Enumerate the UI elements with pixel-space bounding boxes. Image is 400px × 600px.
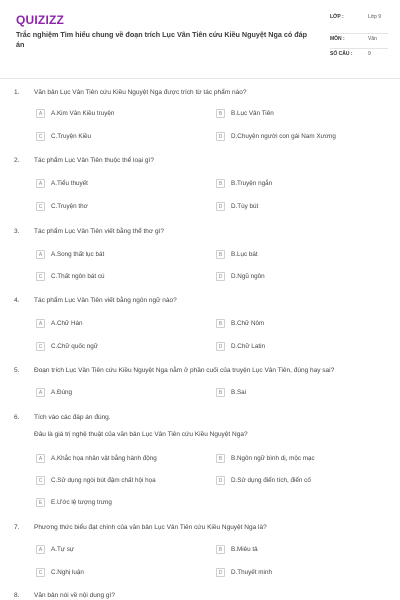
question-number: 6. xyxy=(14,414,20,421)
question-text: Tích vào các đáp án đúng. xyxy=(34,414,111,421)
option-text: D.Chữ Latin xyxy=(231,343,265,350)
quiz-meta xyxy=(330,12,388,64)
option-a[interactable] xyxy=(36,109,114,118)
meta-grade xyxy=(330,12,388,34)
question-number: 2. xyxy=(14,157,20,164)
option-text: B.Sai xyxy=(231,389,247,396)
option-e[interactable] xyxy=(36,498,112,507)
question-text: Văn bản nói về nội dung gì? xyxy=(34,592,115,599)
option-letter-box: C xyxy=(36,568,45,577)
option-letter-box: C xyxy=(36,132,45,141)
question-text: Phương thức biểu đạt chính của văn bản Lục Vân Tiên cứu Kiều Nguyệt Nga là? xyxy=(34,524,267,531)
option-letter-box: A xyxy=(36,250,45,259)
option-text: C.Truyện Kiều xyxy=(51,133,92,140)
option-text: D.Tùy bút xyxy=(231,203,259,210)
question-number: 7. xyxy=(14,524,20,531)
option-letter-box: B xyxy=(216,388,225,397)
option-letter-box: D xyxy=(216,132,225,141)
question-text: Đoạn trích Lục Vân Tiên cứu Kiều Nguyệt Nga nằm ở phần cuối của truyện Lục Vân Tiên, đúng hay sai? xyxy=(34,367,335,374)
option-c[interactable] xyxy=(36,272,105,281)
option-text: D.Ngũ ngôn xyxy=(231,273,265,280)
option-c[interactable] xyxy=(36,202,88,211)
header-divider xyxy=(0,78,400,79)
meta-grade-label: LỚP : xyxy=(330,14,344,20)
option-d[interactable] xyxy=(216,132,336,141)
option-text: C.Truyện thơ xyxy=(51,203,88,210)
option-letter-box: A xyxy=(36,319,45,328)
option-c[interactable] xyxy=(36,476,156,485)
question-text: Tác phẩm Lục Vân Tiên viết bằng thể thơ gì? xyxy=(34,228,165,235)
meta-subject xyxy=(330,34,388,49)
option-text: A.Khắc họa nhân vật bằng hành động xyxy=(51,455,157,462)
meta-count-label: SỐ CÂU : xyxy=(330,51,353,57)
option-letter-box: C xyxy=(36,272,45,281)
option-text: A.Tự sự xyxy=(51,546,75,553)
option-text: D.Chuyện người con gái Nam Xương xyxy=(231,133,336,140)
option-text: A.Kim Vân Kiều truyện xyxy=(51,110,115,117)
quizizz-logo: QUIZIZZ xyxy=(16,13,65,27)
page-title: Trắc nghiệm Tìm hiểu chung về đoạn trích Lục Vân Tiên cứu Kiều Nguyệt Nga có đáp án xyxy=(16,30,308,49)
meta-count-value: 9 xyxy=(368,51,371,57)
meta-subject-value: Văn xyxy=(368,36,377,42)
question-text: Văn bản Lục Vân Tiên cứu Kiều Nguyệt Nga được trích từ tác phẩm nào? xyxy=(34,89,247,96)
option-letter-box: B xyxy=(216,454,225,463)
option-letter-box: D xyxy=(216,476,225,485)
question-subtext: Đâu là giá trị nghệ thuật của văn bản Lục Vân Tiên cứu Kiều Nguyệt Nga? xyxy=(34,431,248,438)
option-text: E.Ước lệ tượng trưng xyxy=(51,499,112,506)
option-a[interactable] xyxy=(36,545,74,554)
option-d[interactable] xyxy=(216,568,272,577)
question-number: 1. xyxy=(14,89,20,96)
option-text: D.Sử dụng điển tích, điển cố xyxy=(231,477,311,484)
option-d[interactable] xyxy=(216,272,265,281)
option-d[interactable] xyxy=(216,202,258,211)
option-text: C.Chữ quốc ngữ xyxy=(51,343,98,350)
option-text: D.Thuyết minh xyxy=(231,569,272,576)
option-letter-box: C xyxy=(36,342,45,351)
option-letter-box: B xyxy=(216,319,225,328)
option-b[interactable] xyxy=(216,545,258,554)
meta-grade-value: Lớp 9 xyxy=(368,14,382,20)
option-text: B.Ngôn ngữ bình dị, mộc mạc xyxy=(231,455,315,462)
option-letter-box: B xyxy=(216,179,225,188)
option-b[interactable] xyxy=(216,179,272,188)
option-d[interactable] xyxy=(216,476,311,485)
option-letter-box: D xyxy=(216,342,225,351)
meta-count xyxy=(330,49,388,64)
option-text: B.Miêu tả xyxy=(231,546,258,553)
option-c[interactable] xyxy=(36,342,98,351)
option-letter-box: D xyxy=(216,272,225,281)
question-number: 5. xyxy=(14,367,20,374)
option-b[interactable] xyxy=(216,250,258,259)
option-letter-box: A xyxy=(36,454,45,463)
option-b[interactable] xyxy=(216,109,274,118)
option-a[interactable] xyxy=(36,388,72,397)
option-a[interactable] xyxy=(36,250,104,259)
question-text: Tác phẩm Lục Vân Tiên viết bằng ngôn ngữ nào? xyxy=(34,297,177,304)
option-text: C.Nghị luận xyxy=(51,569,84,576)
option-letter-box: D xyxy=(216,202,225,211)
option-letter-box: B xyxy=(216,250,225,259)
option-text: A.Đúng xyxy=(51,389,73,396)
option-letter-box: B xyxy=(216,545,225,554)
option-letter-box: D xyxy=(216,568,225,577)
option-a[interactable] xyxy=(36,179,88,188)
option-letter-box: E xyxy=(36,498,45,507)
question-number: 3. xyxy=(14,228,20,235)
option-text: C.Thất ngôn bát cú xyxy=(51,273,105,280)
option-text: B.Chữ Nôm xyxy=(231,320,265,327)
option-letter-box: A xyxy=(36,388,45,397)
option-letter-box: A xyxy=(36,545,45,554)
option-c[interactable] xyxy=(36,132,91,141)
question-number: 8. xyxy=(14,592,20,599)
option-text: A.Tiểu thuyết xyxy=(51,180,88,187)
meta-subject-label: MÔN : xyxy=(330,36,345,42)
question-number: 4. xyxy=(14,297,20,304)
option-text: A.Chữ Hán xyxy=(51,320,83,327)
option-text: A.Song thất lục bát xyxy=(51,251,105,258)
option-b[interactable] xyxy=(216,388,246,397)
option-text: B.Lục Vân Tiên xyxy=(231,110,274,117)
option-a[interactable] xyxy=(36,454,157,463)
option-letter-box: C xyxy=(36,202,45,211)
option-text: B.Lục bát xyxy=(231,251,258,258)
option-a[interactable] xyxy=(36,319,83,328)
option-b[interactable] xyxy=(216,319,264,328)
option-b[interactable] xyxy=(216,454,315,463)
option-c[interactable] xyxy=(36,568,84,577)
option-text: B.Truyện ngắn xyxy=(231,180,273,187)
option-letter-box: B xyxy=(216,109,225,118)
option-letter-box: A xyxy=(36,109,45,118)
option-letter-box: C xyxy=(36,476,45,485)
option-d[interactable] xyxy=(216,342,265,351)
question-text: Tác phẩm Lục Vân Tiên thuộc thể loại gì? xyxy=(34,157,154,164)
option-letter-box: A xyxy=(36,179,45,188)
option-text: C.Sử dụng ngòi bút đậm chất hội họa xyxy=(51,477,156,484)
